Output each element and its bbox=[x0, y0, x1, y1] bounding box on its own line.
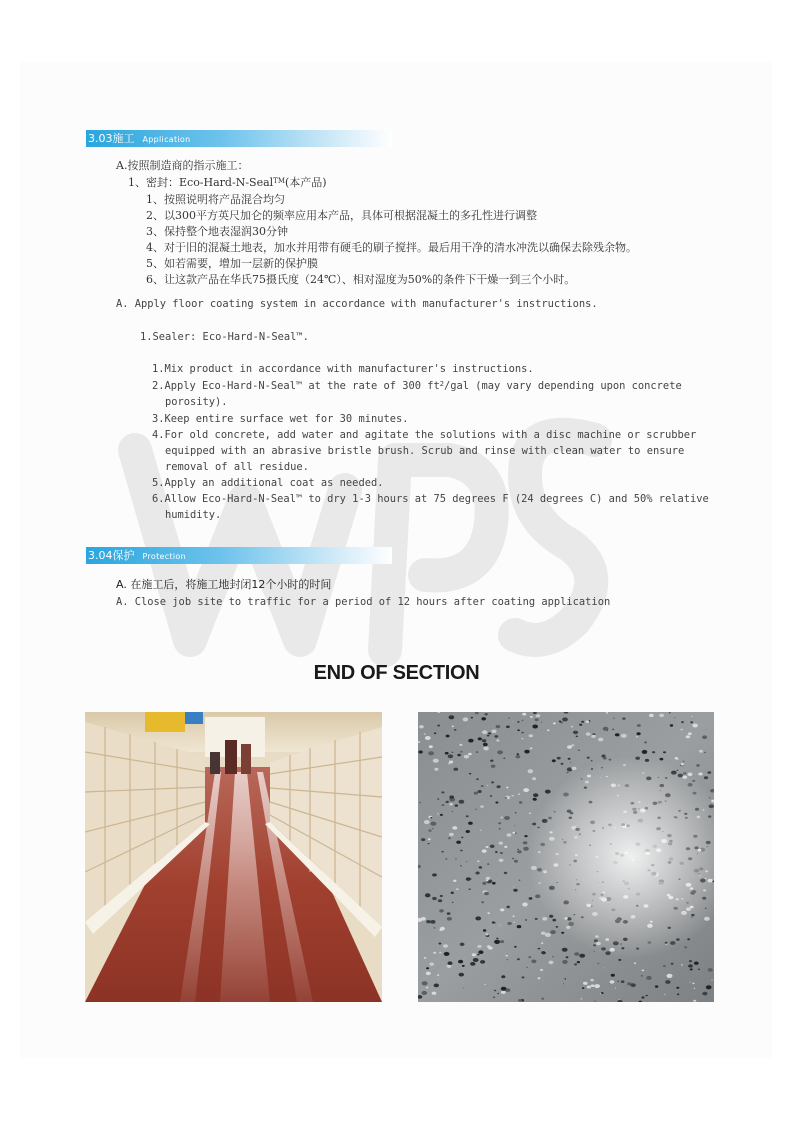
cn-item-4: 4、对于旧的混凝土地表，加水并用带有硬毛的刷子搅拌。最后用干净的清水冲洗以确保去除残余物。 bbox=[146, 241, 637, 254]
en-item-4-line-2: equipped with an abrasive bristle brush. Scrub and rinse with clean water to ensure bbox=[165, 445, 685, 457]
en-item-2-line-1 bbox=[152, 378, 682, 394]
section-header-protection bbox=[86, 547, 392, 564]
en-instruction-a: A. Apply floor coating system in accordance with manufacturer's instructions. bbox=[116, 298, 598, 310]
en-item-1: 1.Mix product in accordance with manufacturer's instructions. bbox=[152, 363, 534, 375]
en-protection-a: A. Close job site to traffic for a period of 12 hours after coating application bbox=[116, 596, 611, 608]
section-title-en: Protection bbox=[142, 552, 186, 561]
section-header-application bbox=[86, 130, 392, 147]
en-item-2-sup: 2 bbox=[439, 380, 444, 388]
en-item-4-line-1: 4.For old concrete, add water and agitate the solutions with a disc machine or scrubber bbox=[152, 429, 697, 441]
en-item-2-pre: 2.Apply Eco-Hard-N-Seal™ at the rate of 300 ft bbox=[152, 380, 440, 392]
section-title-cn: 3.04保护 bbox=[88, 549, 135, 562]
cn-sealer-suffix: (本产品) bbox=[285, 176, 327, 189]
en-item-4-line-3: removal of all residue. bbox=[165, 461, 309, 473]
cn-item-6: 6、让这款产品在华氏75摄氏度（24℃）、相对湿度为50%的条件下干燥一到三个小时。 bbox=[146, 273, 576, 286]
en-item-6-line-1: 6.Allow Eco-Hard-N-Seal™ to dry 1-3 hours at 75 degrees F (24 degrees C) and 50% relative bbox=[152, 493, 709, 505]
cn-sealer-tm: TM bbox=[273, 177, 286, 185]
cn-item-3: 3、保持整个地表湿润30分钟 bbox=[146, 225, 288, 238]
cn-instruction-a: A.按照制造商的指示施工： bbox=[116, 159, 249, 172]
section-title-en: Application bbox=[142, 135, 191, 144]
cn-sealer-prefix: 1、密封：Eco-Hard-N-Seal bbox=[128, 176, 274, 189]
end-of-section-heading: END OF SECTION bbox=[313, 662, 480, 684]
en-item-2-line-2: porosity). bbox=[165, 396, 228, 408]
en-item-6-line-2: humidity. bbox=[165, 509, 222, 521]
photo-polished-concrete bbox=[418, 712, 714, 1002]
en-item-2-post: /gal (may vary depending upon concrete bbox=[443, 380, 682, 392]
cn-item-1: 1、按照说明将产品混合均匀 bbox=[146, 193, 285, 206]
cn-protection-a: A. 在施工后，将施工地封闭12个小时的时间 bbox=[116, 578, 332, 591]
en-item-5: 5.Apply an additional coat as needed. bbox=[152, 477, 384, 489]
section-title-cn: 3.03施工 bbox=[88, 132, 135, 145]
en-item-3: 3.Keep entire surface wet for 30 minutes. bbox=[152, 413, 409, 425]
en-sealer: 1.Sealer: Eco-Hard-N-Seal™. bbox=[140, 331, 309, 343]
cn-sealer-line bbox=[128, 175, 327, 191]
cn-item-2: 2、以300平方英尺加仑的频率应用本产品，具体可根据混凝土的多孔性进行调整 bbox=[146, 209, 537, 222]
cn-item-5: 5、如若需要，增加一层新的保护膜 bbox=[146, 257, 318, 270]
photo-store-floor bbox=[85, 712, 382, 1002]
